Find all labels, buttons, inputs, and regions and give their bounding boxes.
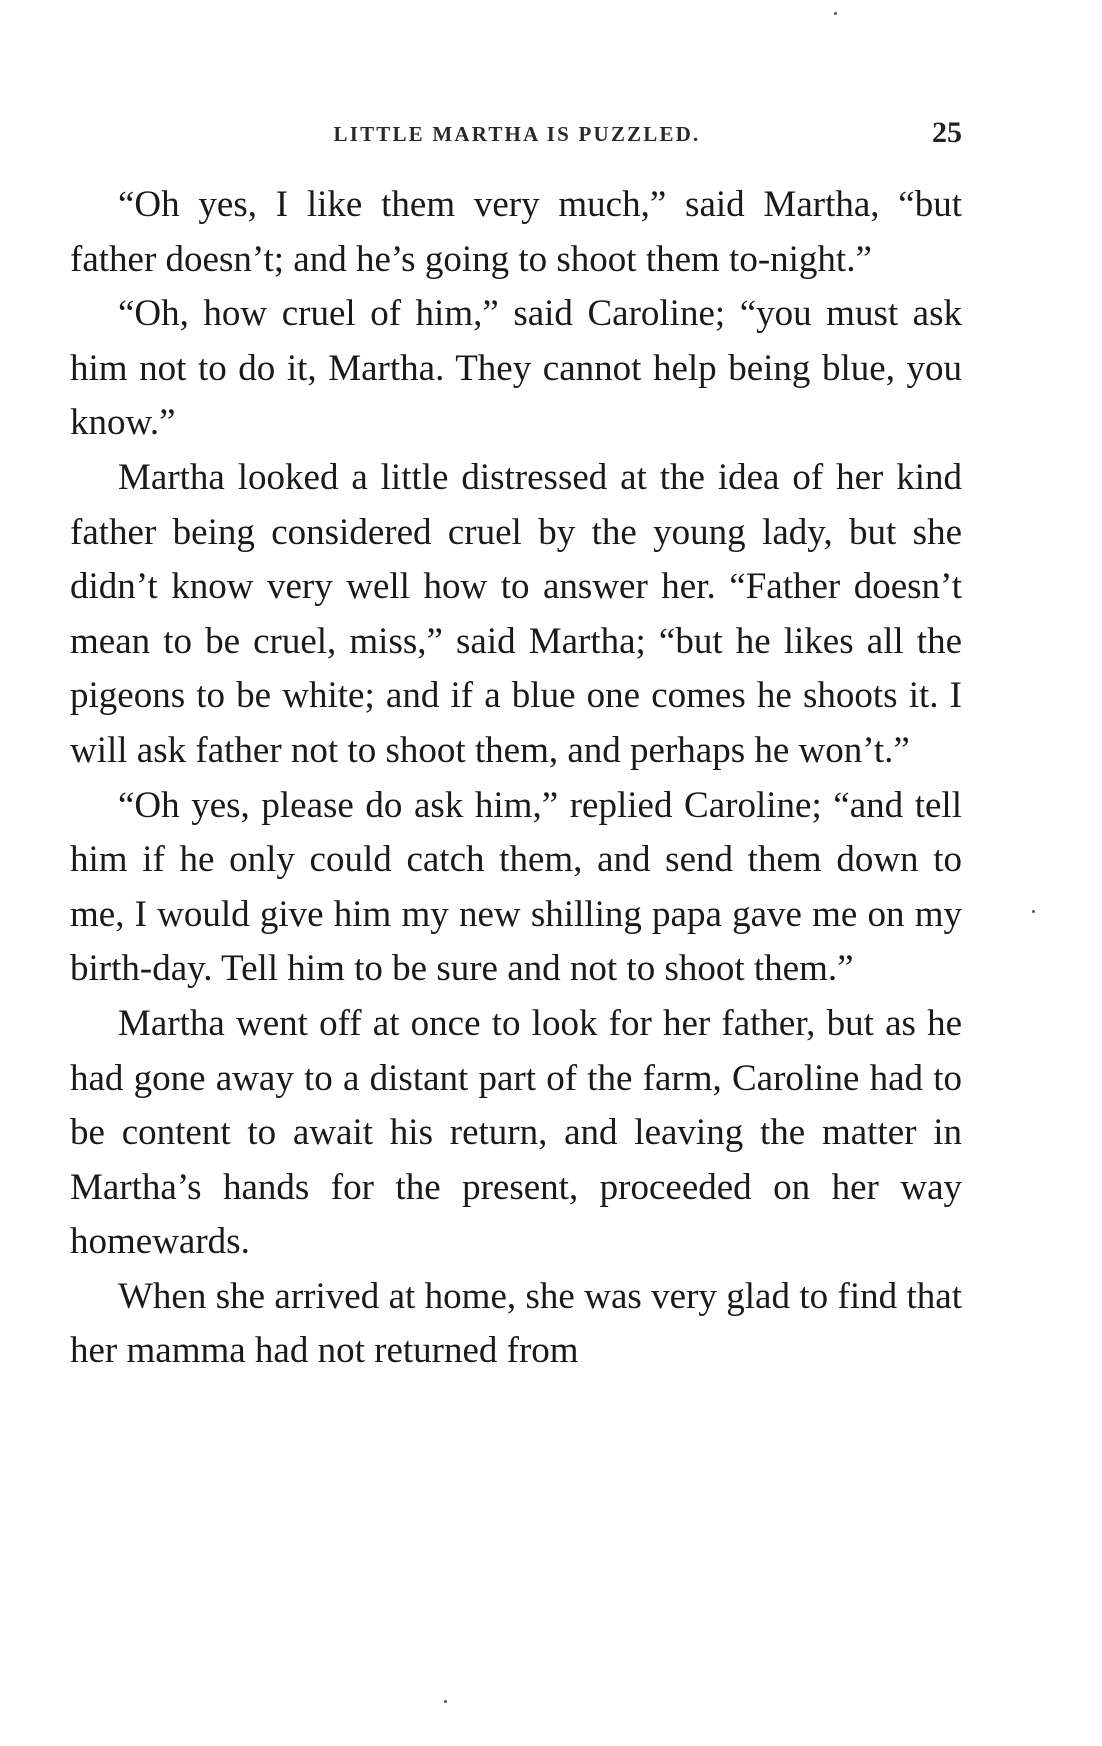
body-text bbox=[70, 178, 962, 1379]
paper-speck bbox=[834, 12, 837, 15]
paragraph: When she arrived at home, she was very glad to find that her mamma had not returned from bbox=[70, 1275, 962, 1372]
paper-speck bbox=[444, 1700, 447, 1703]
paragraph: “Oh yes, please do ask him,” replied Caroline; “and tell him if he only could catch them, and send them down to me, I would give him my new shilling papa gave me on my birth-day. Tell him to be sure and not to shoot them.” bbox=[70, 784, 962, 990]
paragraph: Martha looked a little distressed at the idea of her kind father being considered cruel by the young lady, but she didn’t know very well how to answer her. “Father doesn’t mean to be cruel, miss,” said Martha; “but he likes all the pigeons to be white; and if a blue one comes he shoots it. I will ask father not to shoot them, and perhaps he won’t.” bbox=[70, 456, 962, 771]
paragraph: “Oh, how cruel of him,” said Caroline; “you must ask him not to do it, Martha. They cannot help being blue, you know.” bbox=[70, 293, 962, 444]
page-number: 25 bbox=[932, 116, 962, 149]
paragraph: Martha went off at once to look for her father, but as he had gone away to a distant part of the farm, Caroline had to be content to await his return, and leaving the matter in Martha’s hands for the present, proceeded on her way homewards. bbox=[70, 1002, 962, 1263]
running-head bbox=[72, 118, 962, 148]
paper-speck bbox=[1032, 910, 1035, 913]
running-title: LITTLE MARTHA IS PUZZLED. bbox=[333, 122, 701, 146]
paragraph: “Oh yes, I like them very much,” said Martha, “but father doesn’t; and he’s going to shoot them to-night.” bbox=[70, 184, 962, 280]
